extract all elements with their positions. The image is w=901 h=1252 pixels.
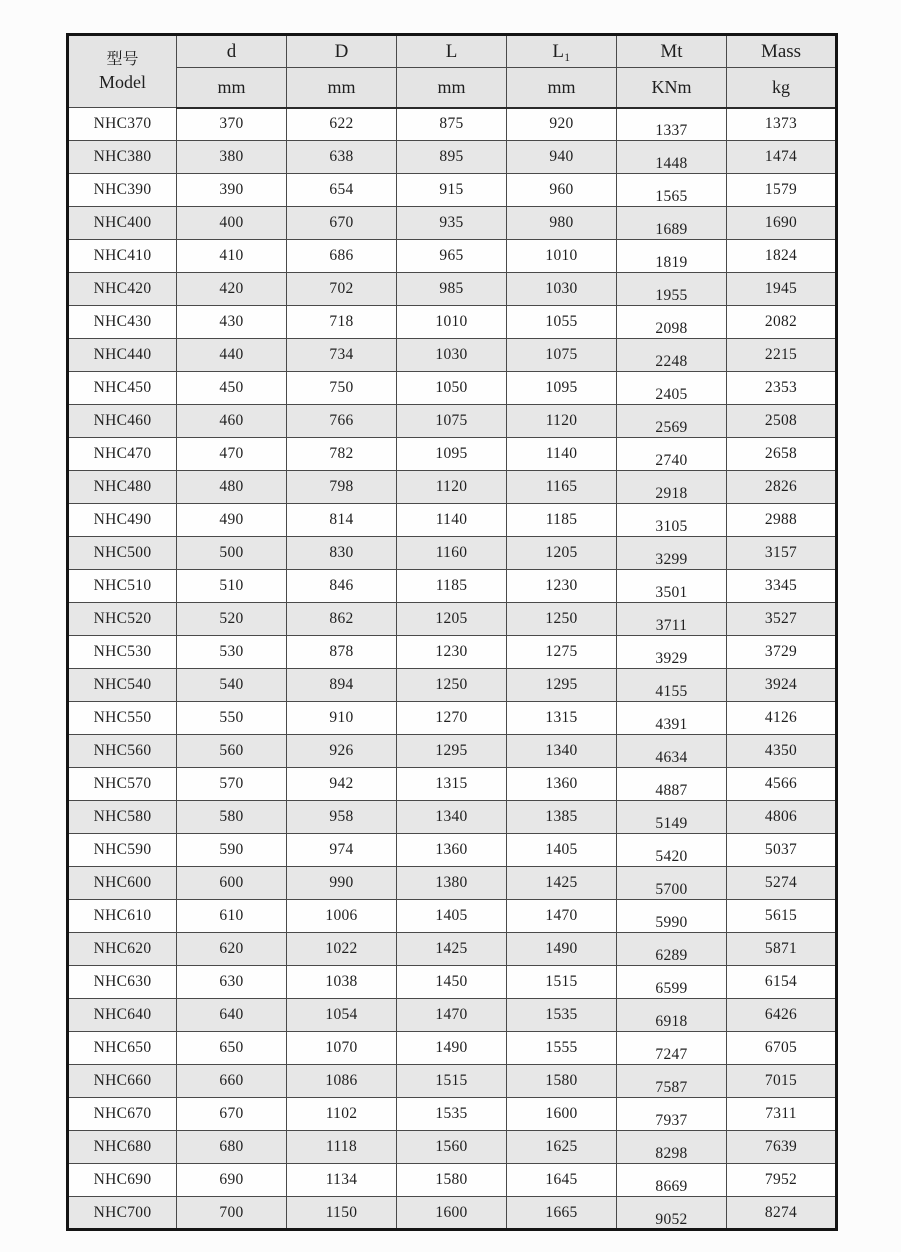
value-cell: 570 bbox=[177, 768, 287, 801]
value-cell: 370 bbox=[177, 108, 287, 141]
value-cell: 1230 bbox=[397, 636, 507, 669]
value-cell: 1275 bbox=[507, 636, 617, 669]
value-cell: 7937 bbox=[617, 1098, 727, 1131]
model-cell: NHC510 bbox=[68, 570, 177, 603]
value-cell: 1689 bbox=[617, 207, 727, 240]
value-cell: 1565 bbox=[617, 174, 727, 207]
value-cell: 1600 bbox=[397, 1197, 507, 1230]
table-row bbox=[68, 768, 837, 801]
value-cell: 600 bbox=[177, 867, 287, 900]
value-cell: 670 bbox=[287, 207, 397, 240]
value-cell: 1010 bbox=[397, 306, 507, 339]
model-cell: NHC520 bbox=[68, 603, 177, 636]
unit-Mass: kg bbox=[727, 68, 837, 108]
header-name-row bbox=[68, 35, 837, 68]
value-cell: 2098 bbox=[617, 306, 727, 339]
model-cell: NHC580 bbox=[68, 801, 177, 834]
value-cell: 5700 bbox=[617, 867, 727, 900]
value-cell: 2353 bbox=[727, 372, 837, 405]
table-row bbox=[68, 207, 837, 240]
value-cell: 846 bbox=[287, 570, 397, 603]
value-cell: 1070 bbox=[287, 1032, 397, 1065]
value-cell: 895 bbox=[397, 141, 507, 174]
unit-Mt: KNm bbox=[617, 68, 727, 108]
value-cell: 510 bbox=[177, 570, 287, 603]
value-cell: 1515 bbox=[507, 966, 617, 999]
value-cell: 4126 bbox=[727, 702, 837, 735]
value-cell: 2569 bbox=[617, 405, 727, 438]
value-cell: 1690 bbox=[727, 207, 837, 240]
value-cell: 2918 bbox=[617, 471, 727, 504]
value-cell: 480 bbox=[177, 471, 287, 504]
model-cell: NHC640 bbox=[68, 999, 177, 1032]
value-cell: 1120 bbox=[507, 405, 617, 438]
value-cell: 1270 bbox=[397, 702, 507, 735]
model-cell: NHC470 bbox=[68, 438, 177, 471]
value-cell: 580 bbox=[177, 801, 287, 834]
col-header-L: L bbox=[397, 35, 507, 68]
value-cell: 935 bbox=[397, 207, 507, 240]
value-cell: 1450 bbox=[397, 966, 507, 999]
value-cell: 7639 bbox=[727, 1131, 837, 1164]
value-cell: 1050 bbox=[397, 372, 507, 405]
value-cell: 1580 bbox=[507, 1065, 617, 1098]
value-cell: 4566 bbox=[727, 768, 837, 801]
value-cell: 5149 bbox=[617, 801, 727, 834]
value-cell: 1160 bbox=[397, 537, 507, 570]
model-cell: NHC560 bbox=[68, 735, 177, 768]
table-row bbox=[68, 933, 837, 966]
value-cell: 1030 bbox=[397, 339, 507, 372]
value-cell: 2740 bbox=[617, 438, 727, 471]
value-cell: 980 bbox=[507, 207, 617, 240]
col-header-L1: L₁ bbox=[507, 35, 617, 68]
value-cell: 1022 bbox=[287, 933, 397, 966]
table-row bbox=[68, 273, 837, 306]
value-cell: 686 bbox=[287, 240, 397, 273]
value-cell: 1030 bbox=[507, 273, 617, 306]
value-cell: 1470 bbox=[397, 999, 507, 1032]
value-cell: 1955 bbox=[617, 273, 727, 306]
table-row bbox=[68, 1164, 837, 1197]
model-cell: NHC590 bbox=[68, 834, 177, 867]
table-row bbox=[68, 438, 837, 471]
value-cell: 622 bbox=[287, 108, 397, 141]
value-cell: 638 bbox=[287, 141, 397, 174]
col-header-d: d bbox=[177, 35, 287, 68]
value-cell: 958 bbox=[287, 801, 397, 834]
value-cell: 6154 bbox=[727, 966, 837, 999]
value-cell: 3501 bbox=[617, 570, 727, 603]
value-cell: 1006 bbox=[287, 900, 397, 933]
value-cell: 1055 bbox=[507, 306, 617, 339]
value-cell: 1250 bbox=[397, 669, 507, 702]
value-cell: 1150 bbox=[287, 1197, 397, 1230]
model-cell: NHC380 bbox=[68, 141, 177, 174]
value-cell: 1405 bbox=[397, 900, 507, 933]
value-cell: 400 bbox=[177, 207, 287, 240]
value-cell: 1250 bbox=[507, 603, 617, 636]
value-cell: 4155 bbox=[617, 669, 727, 702]
value-cell: 1054 bbox=[287, 999, 397, 1032]
value-cell: 2405 bbox=[617, 372, 727, 405]
value-cell: 1205 bbox=[397, 603, 507, 636]
table-row bbox=[68, 504, 837, 537]
value-cell: 4391 bbox=[617, 702, 727, 735]
value-cell: 470 bbox=[177, 438, 287, 471]
table-row bbox=[68, 1197, 837, 1230]
value-cell: 985 bbox=[397, 273, 507, 306]
value-cell: 1425 bbox=[397, 933, 507, 966]
value-cell: 410 bbox=[177, 240, 287, 273]
value-cell: 2658 bbox=[727, 438, 837, 471]
nhc-coupling-spec-table bbox=[66, 33, 838, 1231]
value-cell: 4806 bbox=[727, 801, 837, 834]
value-cell: 1038 bbox=[287, 966, 397, 999]
value-cell: 1315 bbox=[507, 702, 617, 735]
value-cell: 1535 bbox=[397, 1098, 507, 1131]
value-cell: 1102 bbox=[287, 1098, 397, 1131]
model-cell: NHC670 bbox=[68, 1098, 177, 1131]
table-row bbox=[68, 900, 837, 933]
table-row bbox=[68, 240, 837, 273]
value-cell: 530 bbox=[177, 636, 287, 669]
value-cell: 1405 bbox=[507, 834, 617, 867]
value-cell: 3345 bbox=[727, 570, 837, 603]
value-cell: 4350 bbox=[727, 735, 837, 768]
value-cell: 1295 bbox=[397, 735, 507, 768]
value-cell: 1490 bbox=[397, 1032, 507, 1065]
table-row bbox=[68, 141, 837, 174]
model-cell: NHC430 bbox=[68, 306, 177, 339]
value-cell: 1315 bbox=[397, 768, 507, 801]
table-row bbox=[68, 735, 837, 768]
unit-d: mm bbox=[177, 68, 287, 108]
value-cell: 926 bbox=[287, 735, 397, 768]
value-cell: 940 bbox=[507, 141, 617, 174]
value-cell: 5420 bbox=[617, 834, 727, 867]
model-cell: NHC390 bbox=[68, 174, 177, 207]
value-cell: 5871 bbox=[727, 933, 837, 966]
value-cell: 1140 bbox=[507, 438, 617, 471]
value-cell: 4887 bbox=[617, 768, 727, 801]
value-cell: 1579 bbox=[727, 174, 837, 207]
model-cell: NHC410 bbox=[68, 240, 177, 273]
value-cell: 1555 bbox=[507, 1032, 617, 1065]
model-cell: NHC480 bbox=[68, 471, 177, 504]
model-cell: NHC460 bbox=[68, 405, 177, 438]
value-cell: 7015 bbox=[727, 1065, 837, 1098]
value-cell: 2082 bbox=[727, 306, 837, 339]
table-row bbox=[68, 867, 837, 900]
value-cell: 1185 bbox=[397, 570, 507, 603]
value-cell: 2508 bbox=[727, 405, 837, 438]
value-cell: 3929 bbox=[617, 636, 727, 669]
value-cell: 610 bbox=[177, 900, 287, 933]
value-cell: 380 bbox=[177, 141, 287, 174]
value-cell: 1075 bbox=[397, 405, 507, 438]
value-cell: 2248 bbox=[617, 339, 727, 372]
model-cell: NHC680 bbox=[68, 1131, 177, 1164]
model-cell: NHC540 bbox=[68, 669, 177, 702]
value-cell: 718 bbox=[287, 306, 397, 339]
value-cell: 620 bbox=[177, 933, 287, 966]
table-row bbox=[68, 537, 837, 570]
value-cell: 1165 bbox=[507, 471, 617, 504]
value-cell: 920 bbox=[507, 108, 617, 141]
value-cell: 894 bbox=[287, 669, 397, 702]
value-cell: 6705 bbox=[727, 1032, 837, 1065]
value-cell: 640 bbox=[177, 999, 287, 1032]
value-cell: 1535 bbox=[507, 999, 617, 1032]
value-cell: 6426 bbox=[727, 999, 837, 1032]
value-cell: 8274 bbox=[727, 1197, 837, 1230]
value-cell: 6918 bbox=[617, 999, 727, 1032]
value-cell: 630 bbox=[177, 966, 287, 999]
value-cell: 520 bbox=[177, 603, 287, 636]
table-row bbox=[68, 1098, 837, 1131]
value-cell: 1560 bbox=[397, 1131, 507, 1164]
value-cell: 1340 bbox=[507, 735, 617, 768]
value-cell: 942 bbox=[287, 768, 397, 801]
col-header-Mt: Mt bbox=[617, 35, 727, 68]
unit-D: mm bbox=[287, 68, 397, 108]
model-cell: NHC700 bbox=[68, 1197, 177, 1230]
table-row bbox=[68, 1032, 837, 1065]
value-cell: 915 bbox=[397, 174, 507, 207]
table-row bbox=[68, 306, 837, 339]
table-row bbox=[68, 570, 837, 603]
table-row bbox=[68, 174, 837, 207]
model-cell: NHC450 bbox=[68, 372, 177, 405]
model-cell: NHC690 bbox=[68, 1164, 177, 1197]
value-cell: 1600 bbox=[507, 1098, 617, 1131]
value-cell: 680 bbox=[177, 1131, 287, 1164]
value-cell: 1360 bbox=[397, 834, 507, 867]
col-header-D: D bbox=[287, 35, 397, 68]
value-cell: 2215 bbox=[727, 339, 837, 372]
value-cell: 500 bbox=[177, 537, 287, 570]
table-row bbox=[68, 471, 837, 504]
value-cell: 1474 bbox=[727, 141, 837, 174]
col-header-Mass: Mass bbox=[727, 35, 837, 68]
value-cell: 1095 bbox=[507, 372, 617, 405]
value-cell: 430 bbox=[177, 306, 287, 339]
value-cell: 8669 bbox=[617, 1164, 727, 1197]
model-cell: NHC550 bbox=[68, 702, 177, 735]
unit-L: mm bbox=[397, 68, 507, 108]
value-cell: 540 bbox=[177, 669, 287, 702]
value-cell: 560 bbox=[177, 735, 287, 768]
value-cell: 3711 bbox=[617, 603, 727, 636]
value-cell: 1515 bbox=[397, 1065, 507, 1098]
table-row bbox=[68, 966, 837, 999]
model-cell: NHC370 bbox=[68, 108, 177, 141]
value-cell: 1295 bbox=[507, 669, 617, 702]
value-cell: 3299 bbox=[617, 537, 727, 570]
value-cell: 782 bbox=[287, 438, 397, 471]
value-cell: 460 bbox=[177, 405, 287, 438]
value-cell: 1337 bbox=[617, 108, 727, 141]
value-cell: 2988 bbox=[727, 504, 837, 537]
value-cell: 1205 bbox=[507, 537, 617, 570]
value-cell: 766 bbox=[287, 405, 397, 438]
table-row bbox=[68, 1131, 837, 1164]
value-cell: 8298 bbox=[617, 1131, 727, 1164]
header-unit-row bbox=[68, 68, 837, 108]
value-cell: 1118 bbox=[287, 1131, 397, 1164]
model-cell: NHC620 bbox=[68, 933, 177, 966]
model-cell: NHC630 bbox=[68, 966, 177, 999]
value-cell: 1185 bbox=[507, 504, 617, 537]
value-cell: 1120 bbox=[397, 471, 507, 504]
value-cell: 702 bbox=[287, 273, 397, 306]
value-cell: 1385 bbox=[507, 801, 617, 834]
value-cell: 440 bbox=[177, 339, 287, 372]
value-cell: 670 bbox=[177, 1098, 287, 1131]
value-cell: 1010 bbox=[507, 240, 617, 273]
value-cell: 590 bbox=[177, 834, 287, 867]
table-body bbox=[68, 108, 837, 1230]
value-cell: 3924 bbox=[727, 669, 837, 702]
value-cell: 1075 bbox=[507, 339, 617, 372]
value-cell: 5990 bbox=[617, 900, 727, 933]
value-cell: 700 bbox=[177, 1197, 287, 1230]
value-cell: 1360 bbox=[507, 768, 617, 801]
table-row bbox=[68, 1065, 837, 1098]
value-cell: 910 bbox=[287, 702, 397, 735]
table-row bbox=[68, 669, 837, 702]
value-cell: 7247 bbox=[617, 1032, 727, 1065]
value-cell: 3729 bbox=[727, 636, 837, 669]
value-cell: 7311 bbox=[727, 1098, 837, 1131]
value-cell: 1134 bbox=[287, 1164, 397, 1197]
model-cell: NHC650 bbox=[68, 1032, 177, 1065]
value-cell: 1645 bbox=[507, 1164, 617, 1197]
table-row bbox=[68, 339, 837, 372]
value-cell: 875 bbox=[397, 108, 507, 141]
value-cell: 420 bbox=[177, 273, 287, 306]
value-cell: 1819 bbox=[617, 240, 727, 273]
table-row bbox=[68, 834, 837, 867]
value-cell: 654 bbox=[287, 174, 397, 207]
value-cell: 1625 bbox=[507, 1131, 617, 1164]
value-cell: 7587 bbox=[617, 1065, 727, 1098]
value-cell: 750 bbox=[287, 372, 397, 405]
unit-L1: mm bbox=[507, 68, 617, 108]
value-cell: 650 bbox=[177, 1032, 287, 1065]
value-cell: 450 bbox=[177, 372, 287, 405]
table-header bbox=[68, 35, 837, 108]
table-row bbox=[68, 405, 837, 438]
value-cell: 660 bbox=[177, 1065, 287, 1098]
value-cell: 7952 bbox=[727, 1164, 837, 1197]
table-row bbox=[68, 801, 837, 834]
model-cell: NHC440 bbox=[68, 339, 177, 372]
value-cell: 1665 bbox=[507, 1197, 617, 1230]
value-cell: 1490 bbox=[507, 933, 617, 966]
value-cell: 3105 bbox=[617, 504, 727, 537]
value-cell: 878 bbox=[287, 636, 397, 669]
value-cell: 1140 bbox=[397, 504, 507, 537]
table-row bbox=[68, 702, 837, 735]
value-cell: 3527 bbox=[727, 603, 837, 636]
model-cell: NHC400 bbox=[68, 207, 177, 240]
value-cell: 1373 bbox=[727, 108, 837, 141]
value-cell: 6599 bbox=[617, 966, 727, 999]
value-cell: 1824 bbox=[727, 240, 837, 273]
value-cell: 965 bbox=[397, 240, 507, 273]
value-cell: 5615 bbox=[727, 900, 837, 933]
value-cell: 1945 bbox=[727, 273, 837, 306]
value-cell: 1425 bbox=[507, 867, 617, 900]
value-cell: 9052 bbox=[617, 1197, 727, 1230]
value-cell: 1230 bbox=[507, 570, 617, 603]
model-cell: NHC570 bbox=[68, 768, 177, 801]
value-cell: 1380 bbox=[397, 867, 507, 900]
value-cell: 490 bbox=[177, 504, 287, 537]
value-cell: 960 bbox=[507, 174, 617, 207]
value-cell: 1470 bbox=[507, 900, 617, 933]
value-cell: 5037 bbox=[727, 834, 837, 867]
value-cell: 990 bbox=[287, 867, 397, 900]
table-row bbox=[68, 999, 837, 1032]
value-cell: 1340 bbox=[397, 801, 507, 834]
value-cell: 690 bbox=[177, 1164, 287, 1197]
model-cell: NHC610 bbox=[68, 900, 177, 933]
value-cell: 3157 bbox=[727, 537, 837, 570]
model-cell: NHC660 bbox=[68, 1065, 177, 1098]
value-cell: 390 bbox=[177, 174, 287, 207]
table-row bbox=[68, 603, 837, 636]
model-header-cn: 型号 bbox=[106, 50, 139, 68]
model-header-cell bbox=[68, 35, 177, 108]
value-cell: 6289 bbox=[617, 933, 727, 966]
value-cell: 1448 bbox=[617, 141, 727, 174]
value-cell: 5274 bbox=[727, 867, 837, 900]
model-header-en: Model bbox=[99, 72, 146, 93]
value-cell: 798 bbox=[287, 471, 397, 504]
model-cell: NHC490 bbox=[68, 504, 177, 537]
table-row bbox=[68, 636, 837, 669]
value-cell: 814 bbox=[287, 504, 397, 537]
table-row bbox=[68, 372, 837, 405]
value-cell: 550 bbox=[177, 702, 287, 735]
value-cell: 1086 bbox=[287, 1065, 397, 1098]
value-cell: 4634 bbox=[617, 735, 727, 768]
model-cell: NHC500 bbox=[68, 537, 177, 570]
value-cell: 1095 bbox=[397, 438, 507, 471]
value-cell: 2826 bbox=[727, 471, 837, 504]
table-row bbox=[68, 108, 837, 141]
value-cell: 734 bbox=[287, 339, 397, 372]
value-cell: 974 bbox=[287, 834, 397, 867]
value-cell: 862 bbox=[287, 603, 397, 636]
model-cell: NHC600 bbox=[68, 867, 177, 900]
value-cell: 830 bbox=[287, 537, 397, 570]
value-cell: 1580 bbox=[397, 1164, 507, 1197]
model-cell: NHC420 bbox=[68, 273, 177, 306]
model-cell: NHC530 bbox=[68, 636, 177, 669]
